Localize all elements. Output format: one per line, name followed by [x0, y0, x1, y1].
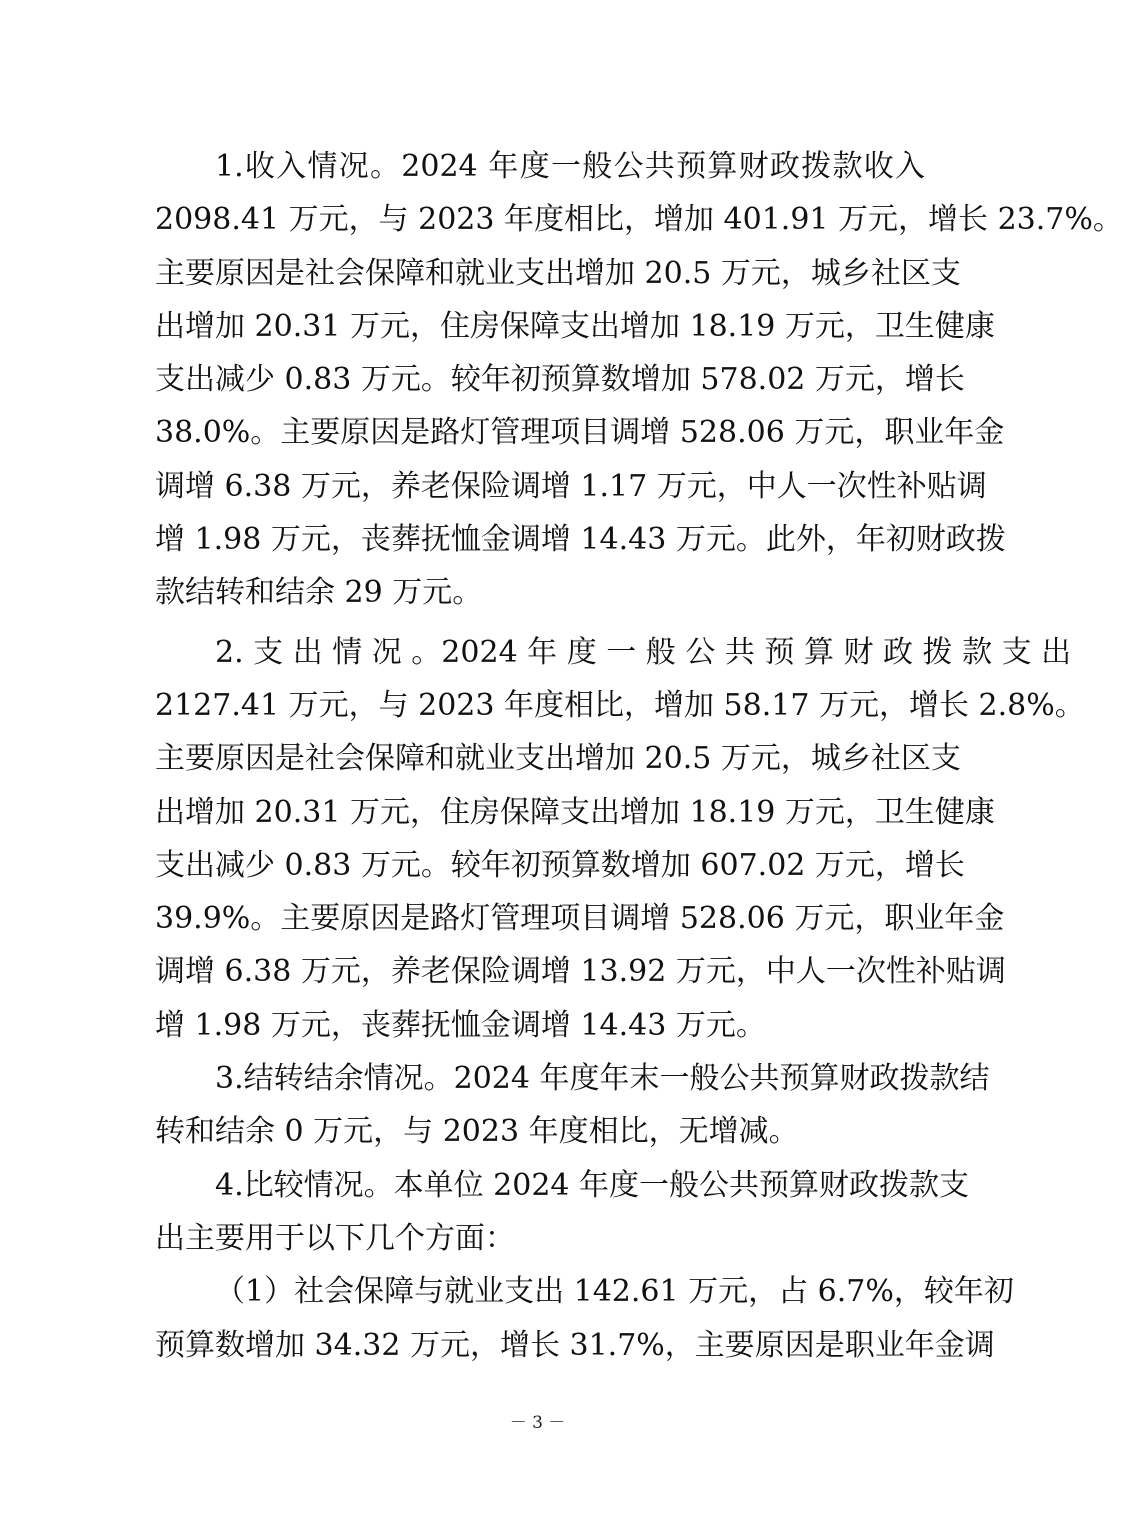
paragraph-comparison — [155, 1159, 970, 1266]
text-line: 出增加 20.31 万元，住房保障支出增加 18.19 万元，卫生健康 — [155, 794, 995, 830]
text-line: 转和结余 0 万元，与 2023 年度相比，无增减。 — [155, 1114, 799, 1150]
text-line: 款结转和结余 29 万元。 — [155, 575, 483, 611]
text-line: （1）社会保障与就业支出 142.61 万元，占 6.7%，较年初 — [215, 1274, 1014, 1310]
text-line: 39.9%。主要原因是路灯管理项目调增 528.06 万元，职业年金 — [155, 901, 1005, 937]
text-line: 主要原因是社会保障和就业支出增加 20.5 万元，城乡社区支 — [155, 255, 961, 291]
text-line: 2098.41 万元，与 2023 年度相比，增加 401.91 万元，增长 23.7%。 — [155, 202, 1123, 238]
text-line: 调增 6.38 万元，养老保险调增 1.17 万元，中人一次性补贴调 — [155, 468, 987, 504]
page-number: － 3 － — [509, 1413, 566, 1433]
text-line: 调增 6.38 万元，养老保险调增 13.92 万元，中人一次性补贴调 — [155, 954, 1006, 990]
text-line: 出主要用于以下几个方面： — [155, 1220, 515, 1256]
text-line: 支出减少 0.83 万元。较年初预算数增加 607.02 万元，增长 — [155, 847, 965, 883]
text-line: 增 1.98 万元，丧葬抚恤金调增 14.43 万元。 — [155, 1007, 766, 1043]
paragraph-carryover — [155, 1052, 990, 1159]
text-line: 1.收入情况。2024 年度一般公共预算财政拨款收入 — [215, 149, 925, 184]
document-body — [155, 140, 1123, 1372]
text-line: 增 1.98 万元，丧葬抚恤金调增 14.43 万元。此外，年初财政拨 — [155, 522, 1006, 558]
paragraph-expenditure — [155, 626, 1085, 1052]
text-line: 主要原因是社会保障和就业支出增加 20.5 万元，城乡社区支 — [155, 741, 961, 777]
text-line: 2. 支 出 情 况 。2024 年 度 一 般 公 共 预 算 财 政 拨 款 支 出 — [215, 634, 1072, 670]
text-line: 4.比较情况。本单位 2024 年度一般公共预算财政拨款支 — [215, 1167, 970, 1203]
paragraph-income — [155, 140, 1123, 620]
paragraph-social-security — [155, 1265, 1014, 1372]
text-line: 支出减少 0.83 万元。较年初预算数增加 578.02 万元，增长 — [155, 362, 965, 398]
text-line: 出增加 20.31 万元，住房保障支出增加 18.19 万元，卫生健康 — [155, 308, 995, 344]
text-line: 38.0%。主要原因是路灯管理项目调增 528.06 万元，职业年金 — [155, 415, 1005, 451]
text-line: 3.结转结余情况。2024 年度年末一般公共预算财政拨款结 — [215, 1061, 990, 1097]
text-line: 预算数增加 34.32 万元，增长 31.7%，主要原因是职业年金调 — [155, 1327, 995, 1363]
text-line: 2127.41 万元，与 2023 年度相比，增加 58.17 万元，增长 2.8%。 — [155, 687, 1085, 723]
